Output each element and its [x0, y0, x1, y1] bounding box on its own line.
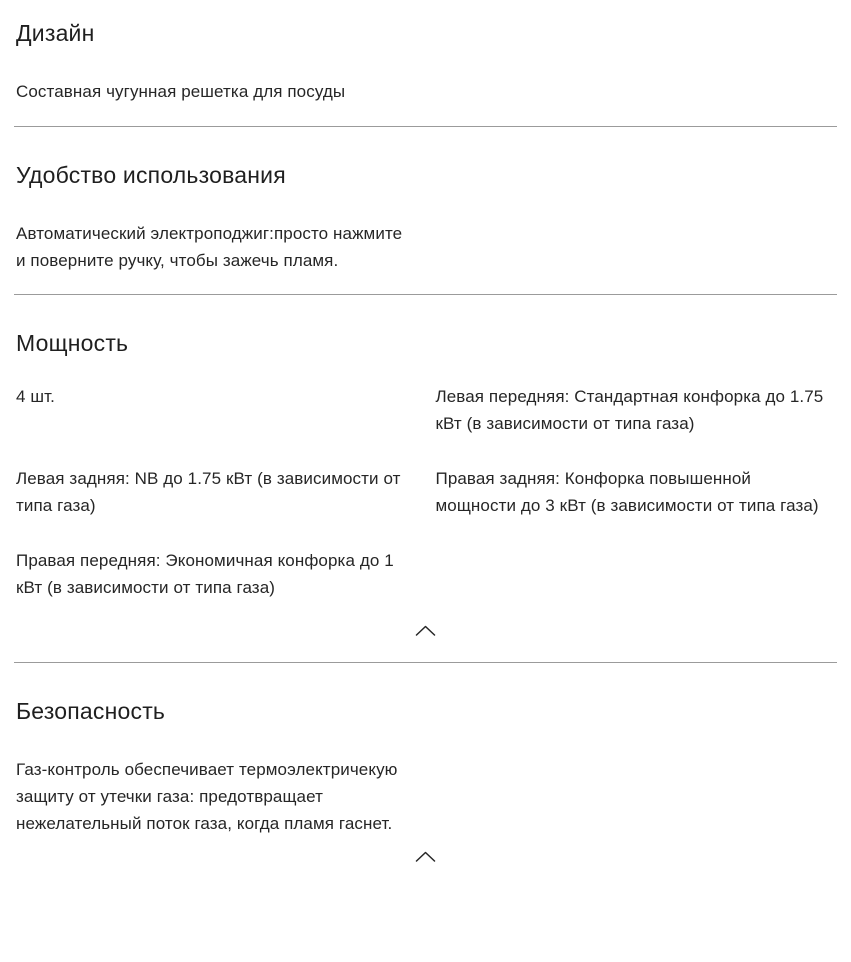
section-convenience-title: Удобство использования: [16, 162, 286, 188]
power-spec-right-front: Правая передняя: Экономичная конфорка до 1 кВт (в зависимости от типа газа): [16, 551, 394, 597]
collapse-safety-section-button[interactable]: [409, 849, 442, 864]
section-power-title: Мощность: [16, 330, 129, 356]
convenience-description: Автоматический электроподжиг:просто нажмите и поверните ручку, чтобы зажечь пламя.: [16, 224, 403, 270]
power-spec-left-rear: Левая задняя: NB до 1.75 кВт (в зависимости от типа газа): [16, 469, 401, 515]
collapse-power-section-button[interactable]: [409, 623, 442, 638]
design-description: Составная чугунная решетка для посуды: [16, 82, 346, 101]
power-spec-left-front: Левая передняя: Стандартная конфорка до 1.75 кВт (в зависимости от типа газа): [435, 387, 824, 433]
section-convenience: [0, 127, 851, 294]
section-convenience-content: [16, 220, 835, 274]
section-design-content: [16, 78, 835, 105]
section-power: [0, 295, 851, 662]
power-collapse-row: [16, 623, 835, 638]
safety-description: Газ-контроль обеспечивает термоэлектричекую защиту от утечки газа: предотвращает нежелательный поток газа, когда пламя гаснет.: [16, 760, 398, 833]
chevron-up-icon: [415, 851, 436, 862]
section-design: [0, 0, 851, 126]
section-safety-content: [16, 756, 835, 837]
chevron-up-icon: [415, 625, 436, 636]
section-design-title: Дизайн: [16, 20, 95, 46]
section-safety-title: Безопасность: [16, 698, 166, 724]
power-spec-right-rear: Правая задняя: Конфорка повышенной мощности до 3 кВт (в зависимости от типа газа): [435, 469, 819, 515]
safety-collapse-row: [16, 849, 835, 864]
power-spec-burner-count: 4 шт.: [16, 387, 55, 406]
section-safety: [0, 663, 851, 864]
power-specs-grid: [16, 383, 835, 601]
